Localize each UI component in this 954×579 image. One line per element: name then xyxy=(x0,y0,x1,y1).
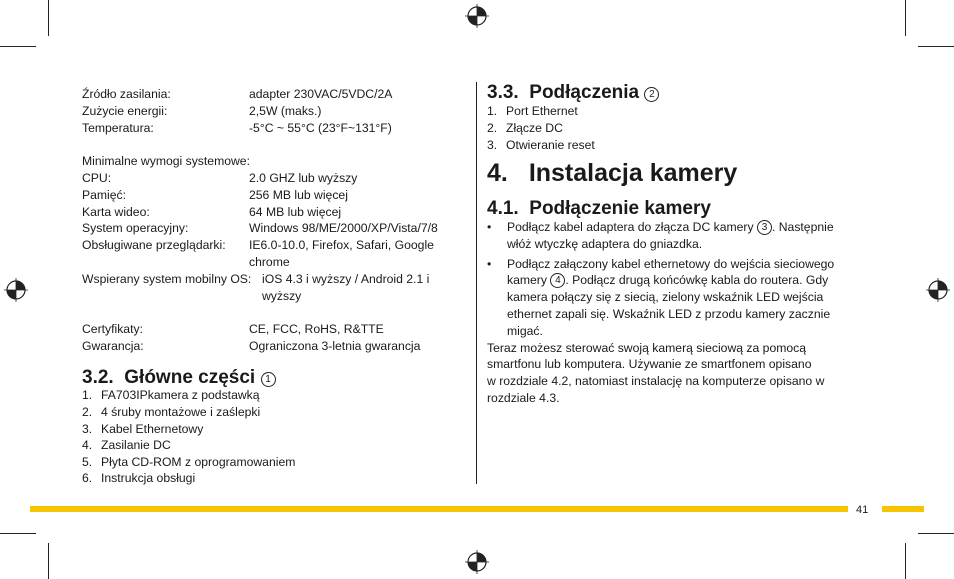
crop-mark-br-h xyxy=(918,533,954,534)
list-item-number: 2. xyxy=(82,405,93,419)
spec-label: Karta wideo: xyxy=(82,205,150,219)
spec-label: CPU: xyxy=(82,171,112,185)
list-item-number: 6. xyxy=(82,471,93,485)
list-item-number: 3. xyxy=(82,422,93,436)
list-item: • Podłącz załączony kabel ethernetowy do wejścia sieciowego kamery 4 . Podłącz drugą końcówkę kabla do routera. Gdy kamera połączy się z siecią, zielony wskaźnik LED wejścia ethernet zapali się. Wskaźnik LED z przodu kamery zacznie migać. xyxy=(487,256,834,340)
list-item-number: 2. xyxy=(487,121,498,135)
list-item-number: 3. xyxy=(487,138,498,152)
page-number: 41 xyxy=(856,504,869,516)
section-title: Główne części xyxy=(124,367,256,388)
list-item: Złącze DC xyxy=(506,121,563,135)
section-number: 4.1. xyxy=(487,198,519,219)
chapter-heading-4 xyxy=(487,158,737,188)
chapter-title: Instalacja kamery xyxy=(528,159,738,187)
spec-label: Wspierany system mobilny OS: xyxy=(82,272,252,286)
list-item-number: 5. xyxy=(82,455,93,469)
list-item: Port Ethernet xyxy=(506,104,578,118)
spec-label: System operacyjny: xyxy=(82,221,189,235)
footer-accent-bar-left xyxy=(30,506,848,512)
section-heading-3-2 xyxy=(82,367,276,389)
list-item-number: 1. xyxy=(82,388,93,402)
list-item: 4 śruby montażowe i zaślepki xyxy=(101,405,261,419)
spec-value: -5°C ~ 55°C (23°F~131°F) xyxy=(249,121,392,135)
list-item: Zasilanie DC xyxy=(101,438,171,452)
list-item: Otwieranie reset xyxy=(506,138,595,152)
chapter-number: 4. xyxy=(487,159,508,187)
spec-value-continued: wyższy xyxy=(262,289,302,303)
section-heading-4-1 xyxy=(487,198,711,220)
section-number: 3.3. xyxy=(487,82,519,103)
callout-number-icon: 4 xyxy=(550,273,565,288)
crop-mark-tl-h xyxy=(0,46,36,47)
list-item: • Podłącz kabel adaptera do złącza DC kamery 3 . Następnie włóż wtyczkę adaptera do gniazdka. xyxy=(487,219,834,253)
spec-value-continued: chrome xyxy=(249,255,290,269)
crop-mark-bl-h xyxy=(0,533,36,534)
section-heading-3-3 xyxy=(487,82,659,104)
spec-value: 256 MB lub więcej xyxy=(249,188,348,202)
spec-label: Temperatura: xyxy=(82,121,154,135)
requirements-heading: Minimalne wymogi systemowe: xyxy=(82,154,250,168)
footer-accent-bar-right xyxy=(882,506,924,512)
spec-label: Pamięć: xyxy=(82,188,127,202)
spec-label: Gwarancja: xyxy=(82,339,144,353)
registration-mark-bottom-icon xyxy=(465,550,489,574)
instructions-bullets xyxy=(487,219,834,407)
spec-value: 64 MB lub więcej xyxy=(249,205,342,219)
spec-value: CE, FCC, RoHS, R&TTE xyxy=(249,322,384,336)
callout-number-icon: 1 xyxy=(261,372,276,387)
crop-mark-tl-v xyxy=(48,0,49,36)
list-item: Instrukcja obsługi xyxy=(101,471,196,485)
spec-value: IE6.0-10.0, Firefox, Safari, Google xyxy=(249,238,434,252)
registration-mark-left-icon xyxy=(4,278,28,302)
list-item: Kabel Ethernetowy xyxy=(101,422,204,436)
spec-value: iOS 4.3 i wyższy / Android 2.1 i xyxy=(262,272,430,286)
section-number: 3.2. xyxy=(82,367,114,388)
spec-label: Źródło zasilania: xyxy=(82,87,171,101)
list-item: Płyta CD-ROM z oprogramowaniem xyxy=(101,455,296,469)
section-title: Podłączenia xyxy=(529,82,640,103)
callout-number-icon: 2 xyxy=(644,87,659,102)
crop-mark-tr-v xyxy=(905,0,906,36)
spec-value: 2,5W (maks.) xyxy=(249,104,322,118)
crop-mark-br-v xyxy=(905,543,906,579)
spec-value: Ograniczona 3-letnia gwarancja xyxy=(249,339,421,353)
crop-mark-tr-h xyxy=(918,46,954,47)
spec-value: Windows 98/ME/2000/XP/Vista/7/8 xyxy=(249,221,438,235)
spec-label: Certyfikaty: xyxy=(82,322,143,336)
section-title: Podłączenie kamery xyxy=(529,198,711,219)
callout-number-icon: 3 xyxy=(757,220,772,235)
spec-label: Zużycie energii: xyxy=(82,104,168,118)
body-paragraph: Teraz możesz sterować swoją kamerą sieciową za pomocą smartfonu lub komputera. Używanie ze smartfonem opisano w rozdziale 4.2, natomiast instalację na komputerze opisano w rozdziale 4.3. xyxy=(487,340,825,405)
column-divider xyxy=(476,82,477,484)
spec-label: Obsługiwane przeglądarki: xyxy=(82,238,226,252)
list-item-number: 4. xyxy=(82,438,93,452)
registration-mark-right-icon xyxy=(926,278,950,302)
spec-value: adapter 230VAC/5VDC/2A xyxy=(249,87,393,101)
registration-mark-top-icon xyxy=(465,4,489,28)
spec-value: 2.0 GHZ lub wyższy xyxy=(249,171,358,185)
list-item-number: 1. xyxy=(487,104,498,118)
list-item: FA703IPkamera z podstawką xyxy=(101,388,260,402)
crop-mark-bl-v xyxy=(48,543,49,579)
